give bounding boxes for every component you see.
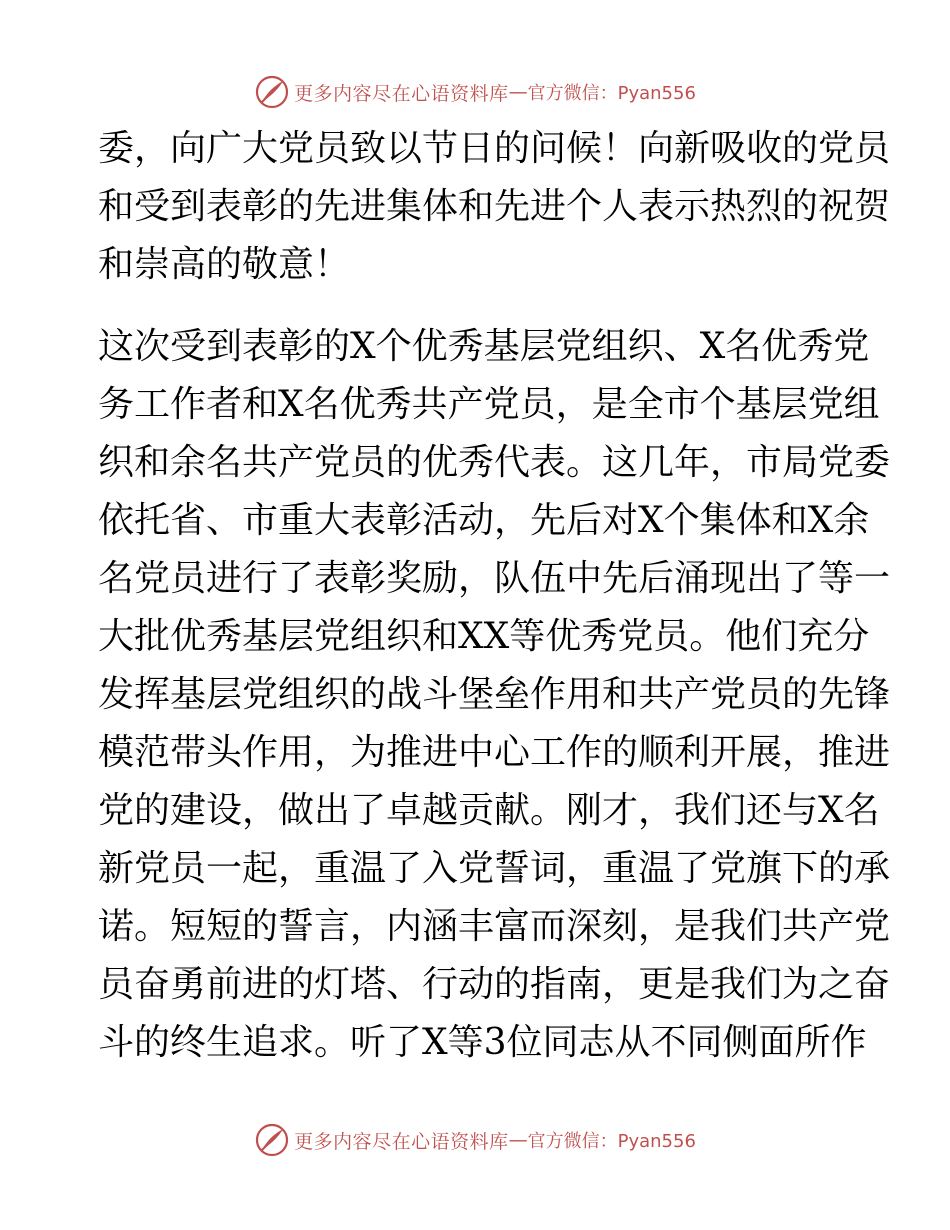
text-line: 织和余名共产党员的优秀代表。这几年，市局党委 <box>98 442 891 483</box>
quill-logo-icon <box>254 1122 290 1158</box>
text-line: 委，向广大党员致以节日的问候！向新吸收的党员 <box>98 128 891 169</box>
text-line: 和崇高的敬意！ <box>98 244 351 285</box>
text-line: 务工作者和X名优秀共产党员，是全市个基层党组 <box>98 384 880 425</box>
paragraph-1 <box>98 120 891 294</box>
footer-banner-title: 更多内容尽在心语资料库 <box>294 1130 509 1153</box>
text-line: 党的建设，做出了卓越贡献。刚才，我们还与X名 <box>98 790 880 831</box>
quill-logo-icon <box>254 74 290 110</box>
footer-banner <box>0 1120 950 1160</box>
text-line: 新党员一起，重温了入党誓词，重温了党旗下的承 <box>98 848 891 889</box>
text-line: 模范带头作用，为推进中心工作的顺利开展，推进 <box>98 732 891 773</box>
text-line: 诺。短短的誓言，内涵丰富而深刻，是我们共产党 <box>98 906 891 947</box>
document-body <box>98 120 891 1072</box>
text-line: 大批优秀基层党组织和XX等优秀党员。他们充分 <box>98 616 870 657</box>
footer-banner-wechat: 官方微信：Pyan556 <box>527 1131 696 1152</box>
text-line: 斗的终生追求。听了X等3位同志从不同侧面所作 <box>98 1022 867 1063</box>
header-banner-title: 更多内容尽在心语资料库 <box>294 82 509 105</box>
text-line: 名党员进行了表彰奖励，队伍中先后涌现出了等一 <box>98 558 891 599</box>
text-line: 和受到表彰的先进集体和先进个人表示热烈的祝贺 <box>98 186 891 227</box>
paragraph-2 <box>98 318 891 1072</box>
header-banner <box>0 72 950 112</box>
text-line: 员奋勇前进的灯塔、行动的指南，更是我们为之奋 <box>98 964 891 1005</box>
footer-banner-dash: — <box>508 1129 528 1151</box>
text-line: 发挥基层党组织的战斗堡垒作用和共产党员的先锋 <box>98 674 891 715</box>
header-banner-wechat: 官方微信：Pyan556 <box>527 83 696 104</box>
text-line: 依托省、市重大表彰活动，先后对X个集体和X余 <box>98 500 870 541</box>
header-banner-dash: — <box>508 81 528 103</box>
text-line: 这次受到表彰的X个优秀基层党组织、X名优秀党 <box>98 326 870 367</box>
